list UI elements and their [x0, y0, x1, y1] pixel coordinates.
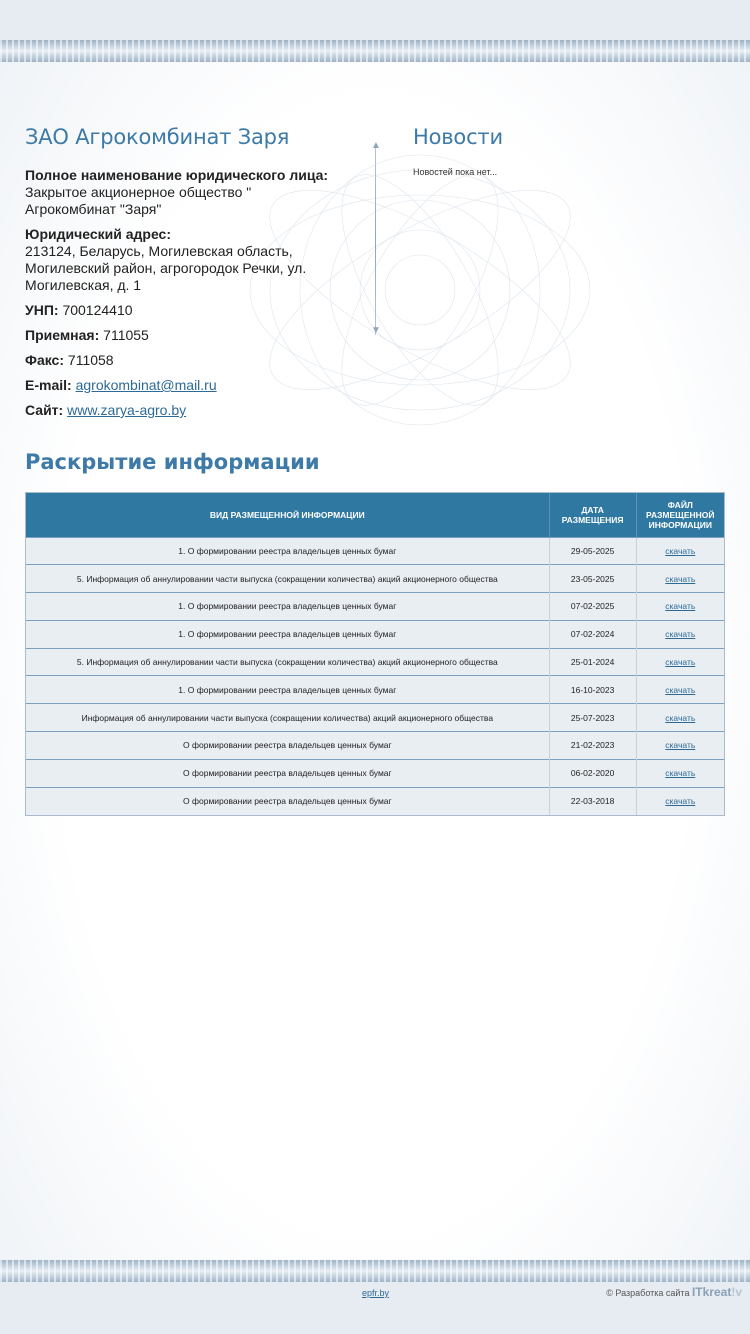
row-info-title: 5. Информация об аннулировании части выпуска (сокращении количества) акций акционерного общества — [26, 648, 549, 676]
download-link[interactable]: скачать — [665, 796, 696, 807]
row-info-title: Информация об аннулировании части выпуска (сокращении количества) акций акционерного общества — [26, 704, 549, 732]
table-header-row — [26, 493, 724, 537]
table-row — [26, 620, 724, 648]
logo-main: ITkreat — [691, 1285, 732, 1299]
site-link[interactable]: www.zarya-agro.by — [67, 402, 187, 418]
row-info-title: 1. О формировании реестра владельцев ценных бумаг — [26, 620, 549, 648]
row-date: 23-05-2025 — [549, 565, 636, 593]
top-strip — [0, 0, 750, 40]
full-name-block — [25, 167, 345, 218]
row-file-cell — [636, 537, 724, 565]
unp-value: 700124410 — [62, 302, 133, 318]
email-link[interactable]: agrokombinat@mail.ru — [75, 377, 217, 393]
email-label: E-mail: — [25, 377, 72, 393]
logo-suffix: !v — [731, 1285, 742, 1299]
company-info — [25, 125, 345, 427]
table-row — [26, 704, 724, 732]
news-empty-text: Новостей пока нет... — [413, 167, 498, 177]
table-body — [26, 537, 724, 815]
disclosure-table — [25, 492, 725, 816]
site-block — [25, 402, 345, 419]
download-link[interactable]: скачать — [665, 740, 696, 751]
row-date: 07-02-2025 — [549, 593, 636, 621]
row-date: 21-02-2023 — [549, 732, 636, 760]
company-title: ЗАО Агрокомбинат Заря — [25, 125, 290, 149]
full-name-label: Полное наименование юридического лица: — [25, 167, 329, 183]
row-file-cell — [636, 732, 724, 760]
header-date: ДАТА РАЗМЕЩЕНИЯ — [549, 493, 636, 537]
row-file-cell — [636, 620, 724, 648]
fax-block — [25, 352, 345, 369]
column-divider — [375, 145, 376, 335]
disclosure-title: Раскрытие информации — [25, 450, 320, 474]
row-file-cell — [636, 676, 724, 704]
download-link[interactable]: скачать — [665, 712, 696, 723]
row-info-title: 5. Информация об аннулировании части выпуска (сокращении количества) акций акционерного общества — [26, 565, 549, 593]
address-value: 213124, Беларусь, Могилевская область, Могилевский район, агрогородок Речки, ул. Могилевская, д. 1 — [25, 243, 307, 293]
footer-epfr-link[interactable]: epfr.by — [362, 1288, 390, 1298]
reception-block — [25, 327, 345, 344]
row-date: 25-07-2023 — [549, 704, 636, 732]
header-file: ФАЙЛ РАЗМЕЩЕННОЙ ИНФОРМАЦИИ — [636, 493, 724, 537]
row-date: 07-02-2024 — [549, 620, 636, 648]
footer-credit-text: © Разработка сайта — [606, 1288, 690, 1298]
divider-bottom-ornament: ▼ — [371, 325, 381, 336]
address-block — [25, 226, 345, 294]
table-row — [26, 648, 724, 676]
address-label: Юридический адрес: — [25, 226, 171, 242]
download-link[interactable]: скачать — [665, 601, 696, 612]
download-link[interactable]: скачать — [665, 573, 696, 584]
unp-block — [25, 302, 345, 319]
download-link[interactable]: скачать — [665, 684, 696, 695]
row-date: 06-02-2020 — [549, 759, 636, 787]
row-date: 25-01-2024 — [549, 648, 636, 676]
email-block — [25, 377, 345, 394]
download-link[interactable]: скачать — [665, 629, 696, 640]
bottom-guilloche-border — [0, 1260, 750, 1282]
download-link[interactable]: скачать — [665, 657, 696, 668]
row-file-cell — [636, 759, 724, 787]
row-file-cell — [636, 787, 724, 815]
table-row — [26, 565, 724, 593]
news-title: Новости — [413, 125, 503, 149]
download-link[interactable]: скачать — [665, 768, 696, 779]
divider-top-ornament: ▲ — [371, 140, 381, 151]
row-info-title: О формировании реестра владельцев ценных бумаг — [26, 787, 549, 815]
table-row — [26, 759, 724, 787]
row-date: 22-03-2018 — [549, 787, 636, 815]
row-date: 29-05-2025 — [549, 537, 636, 565]
table-row — [26, 537, 724, 565]
unp-label: УНП: — [25, 302, 59, 318]
row-file-cell — [636, 593, 724, 621]
table-row — [26, 787, 724, 815]
table-row — [26, 676, 724, 704]
row-file-cell — [636, 565, 724, 593]
fax-label: Факс: — [25, 352, 65, 368]
full-name-value: Закрытое акционерное общество " Агрокомбинат "Заря" — [25, 184, 252, 217]
row-file-cell — [636, 648, 724, 676]
row-file-cell — [636, 704, 724, 732]
news-section — [413, 125, 723, 177]
row-info-title: О формировании реестра владельцев ценных бумаг — [26, 732, 549, 760]
row-info-title: 1. О формировании реестра владельцев ценных бумаг — [26, 593, 549, 621]
table-row — [26, 732, 724, 760]
reception-label: Приемная: — [25, 327, 100, 343]
header-info-type: ВИД РАЗМЕЩЕННОЙ ИНФОРМАЦИИ — [26, 493, 549, 537]
reception-value: 711055 — [103, 327, 149, 343]
footer-credit — [606, 1285, 742, 1299]
table-row — [26, 593, 724, 621]
top-guilloche-border — [0, 40, 750, 62]
developer-logo-link[interactable] — [692, 1285, 742, 1299]
row-info-title: 1. О формировании реестра владельцев ценных бумаг — [26, 537, 549, 565]
row-date: 16-10-2023 — [549, 676, 636, 704]
row-info-title: 1. О формировании реестра владельцев ценных бумаг — [26, 676, 549, 704]
site-label: Сайт: — [25, 402, 64, 418]
fax-value: 711058 — [67, 352, 114, 368]
row-info-title: О формировании реестра владельцев ценных бумаг — [26, 759, 549, 787]
download-link[interactable]: скачать — [665, 545, 696, 556]
